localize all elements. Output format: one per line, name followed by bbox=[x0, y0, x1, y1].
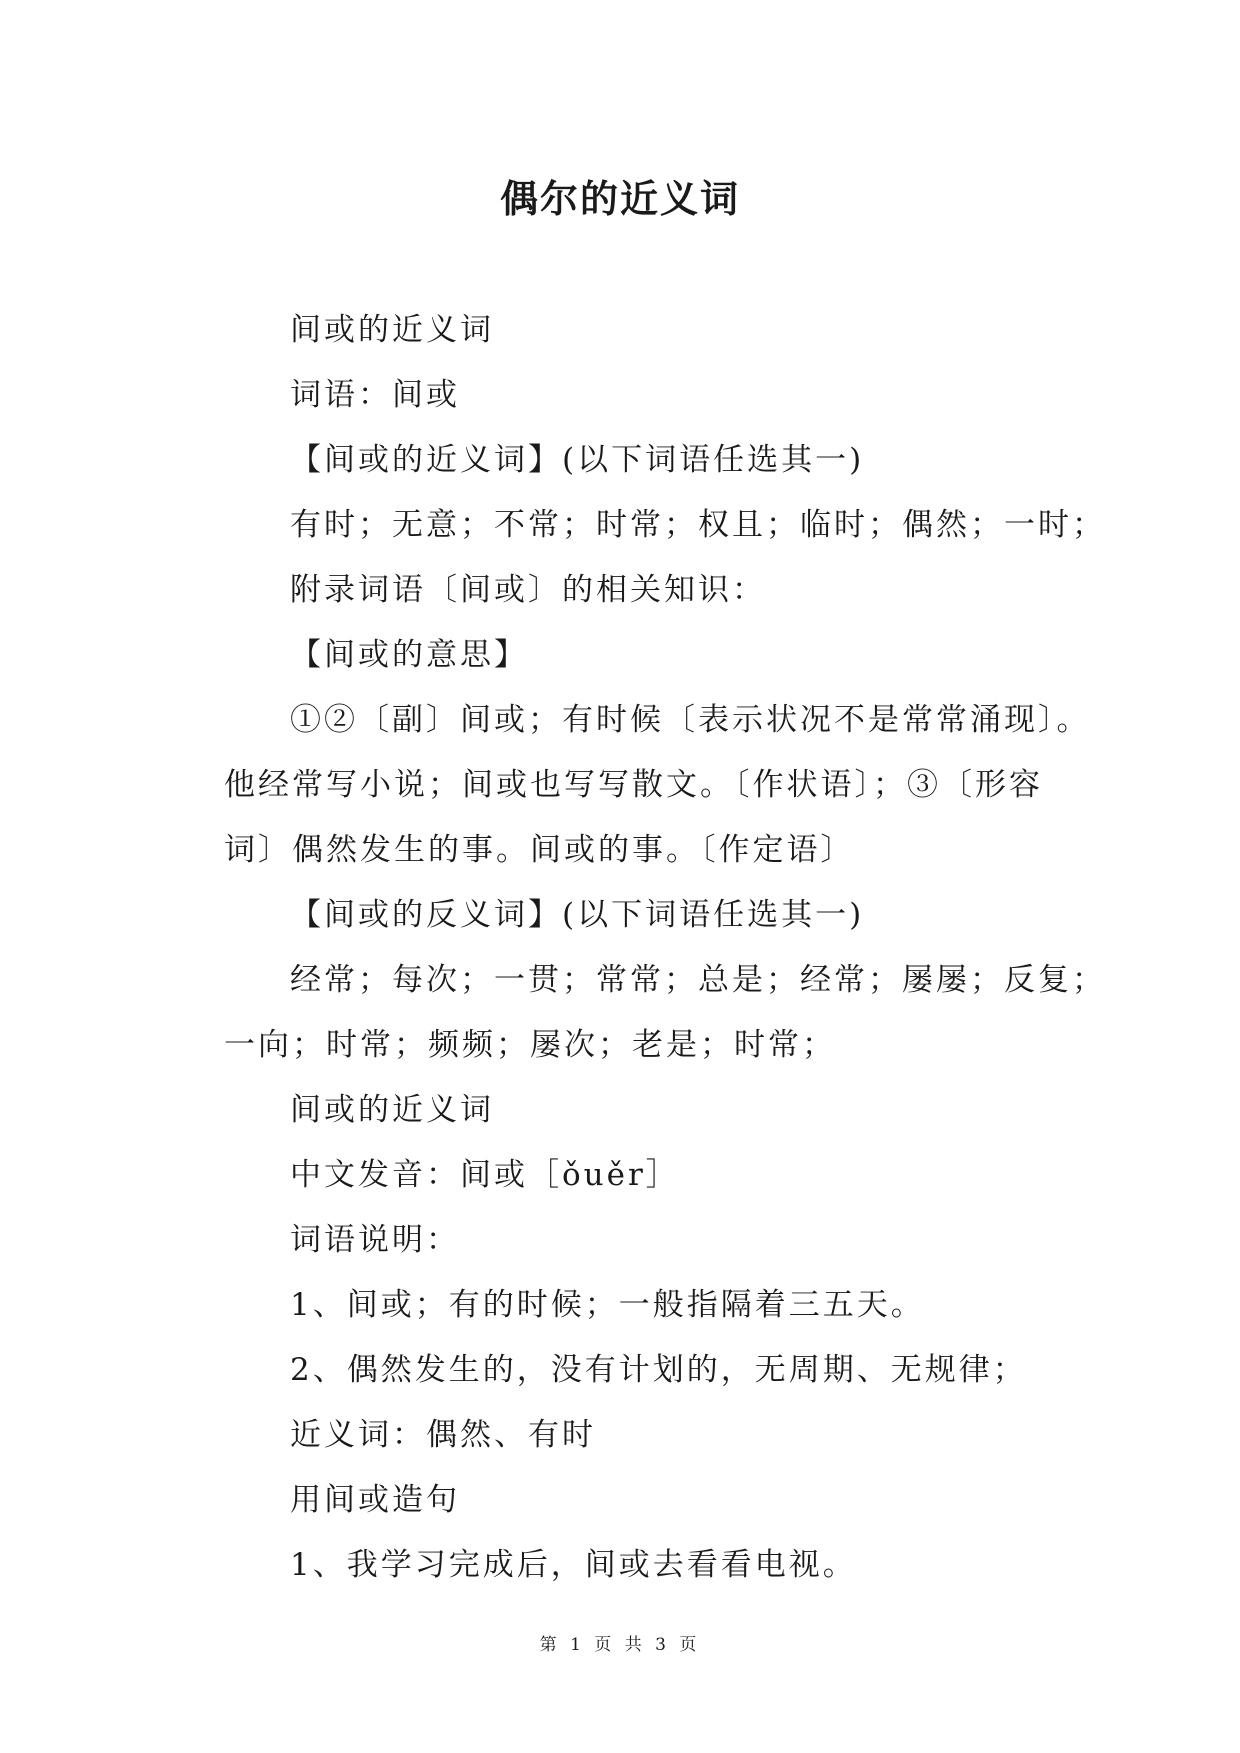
text-line: 他经常写小说；间或也写写散文。〔作状语〕；③〔形容 bbox=[224, 767, 1043, 803]
text-line: 经常；每次；一贯；常常；总是；经常；屡屡；反复； bbox=[290, 962, 1106, 998]
page-footer: 第 1 页 共 3 页 bbox=[539, 1635, 701, 1655]
text-line: 间或的近义词 bbox=[290, 1092, 494, 1128]
text-line: 【间或的反义词】(以下词语任选其一) bbox=[290, 897, 865, 933]
text-line: 词语说明： bbox=[290, 1222, 460, 1258]
text-line: 1、我学习完成后，间或去看看电视。 bbox=[290, 1547, 857, 1583]
text-line: 有时；无意；不常；时常；权且；临时；偶然；一时； bbox=[290, 507, 1106, 543]
text-line: 近义词：偶然、有时 bbox=[290, 1417, 596, 1453]
text-line: 词〕偶然发生的事。间或的事。〔作定语〕 bbox=[224, 832, 855, 868]
text-line: 1、间或；有的时候；一般指隔着三五天。 bbox=[290, 1287, 925, 1323]
text-line: 一向；时常；频频；屡次；老是；时常； bbox=[224, 1027, 836, 1063]
document-title: 偶尔的近义词 bbox=[499, 176, 740, 221]
text-line: 间或的近义词 bbox=[290, 312, 494, 348]
text-line: 2、偶然发生的，没有计划的，无周期、无规律； bbox=[290, 1352, 1027, 1388]
text-line: 词语：间或 bbox=[290, 377, 460, 413]
text-line: 【间或的近义词】(以下词语任选其一) bbox=[290, 442, 865, 478]
text-line: 附录词语〔间或〕的相关知识： bbox=[290, 572, 766, 608]
text-line: 【间或的意思】 bbox=[290, 637, 528, 673]
text-line: ①②〔副〕间或；有时候〔表示状况不是常常涌现〕。 bbox=[290, 702, 1091, 738]
text-line: 用间或造句 bbox=[290, 1482, 460, 1518]
document-body bbox=[224, 298, 1106, 1598]
text-line: 中文发音：间或［ǒuěr］ bbox=[290, 1157, 680, 1193]
